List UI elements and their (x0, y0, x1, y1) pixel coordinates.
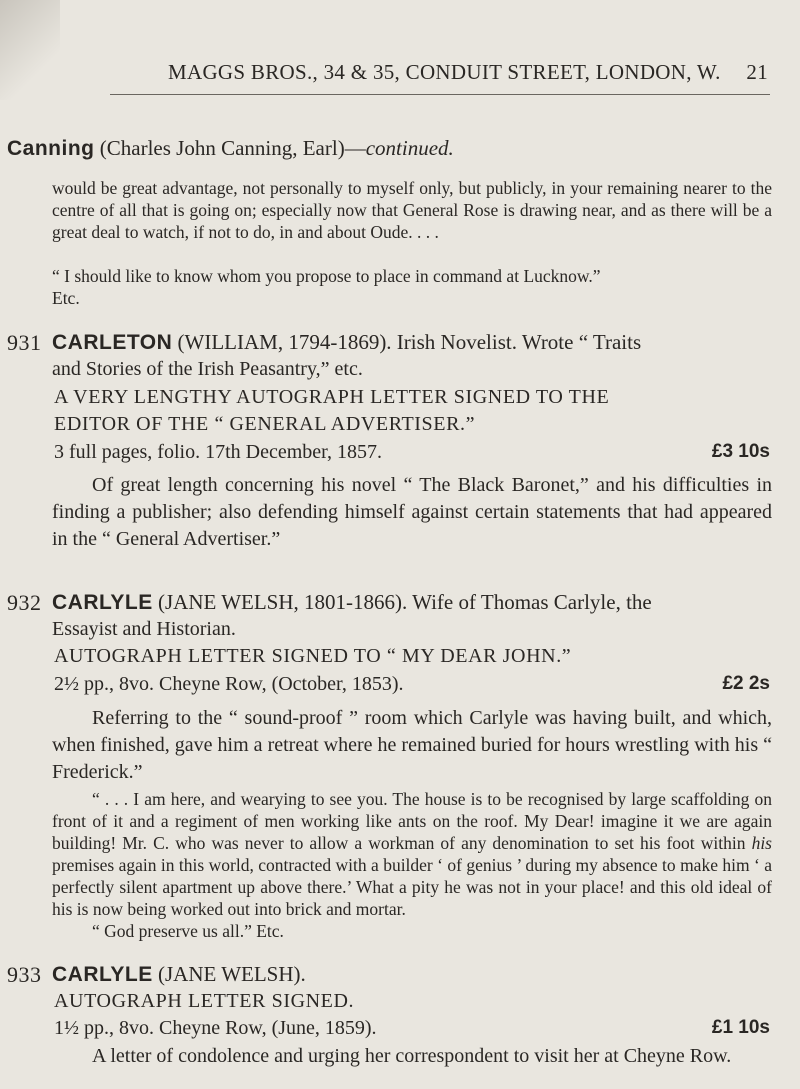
entry-heading (52, 330, 772, 355)
price: £2 2s (722, 673, 770, 694)
price: £1 10s (711, 1017, 770, 1038)
entry-name: Canning (7, 137, 95, 160)
entry-description: A letter of condolence and urging her correspondent to visit her at Cheyne Row. (92, 1045, 732, 1067)
entry-heading-rest: (WILLIAM, 1794-1869). Irish Novelist. Wrote “ Traits (172, 330, 642, 354)
quote-part-1: “ . . . I am here, and wearying to see you. The house is to be recognised by large scaffolding on front of it and a regiment of men working like ants on the roof. My Dear! imagine it we are again building! Mr. C. who was never to allow a workman of any denomination to set his foot within (52, 789, 772, 853)
header-rule (110, 94, 770, 95)
item-details: 3 full pages, folio. 17th December, 1857. (54, 441, 383, 463)
entry-description: Referring to the “ sound-proof ” room which Carlyle was having built, and which, when finished, gave him a retreat where he remained buried for hours wrestling with his “ Frederick.” (52, 707, 772, 783)
etc-label: Etc. (52, 288, 80, 308)
item-title: AUTOGRAPH LETTER SIGNED TO “ MY DEAR JOHN.” (54, 645, 572, 667)
item-details: 1½ pp., 8vo. Cheyne Row, (June, 1859). (54, 1017, 377, 1039)
entry-heading (52, 590, 772, 615)
header-title-rest: 35, CONDUIT STREET, LONDON, W. (367, 60, 721, 84)
entry-name: CARLYLE (52, 963, 153, 986)
quote-part-2: premises again in this world, contracted with a builder ‘ of genius ’ during my absence to make him ‘ a perfectly silent apartment up above there.’ What a pity he was not in your place! and this old ideal of his is now being worked out into brick and mortar. (52, 855, 772, 919)
entry-name: CARLETON (52, 331, 173, 354)
entry-name: CARLYLE (52, 591, 153, 614)
entry-heading-line2: Essayist and Historian. (52, 618, 236, 640)
price: £3 10s (711, 441, 770, 462)
item-title-line2: EDITOR OF THE “ GENERAL ADVERTISER.” (54, 413, 476, 435)
header-ampersand: & (350, 60, 368, 84)
item-details: 2½ pp., 8vo. Cheyne Row, (October, 1853). (54, 673, 404, 695)
lot-number: 933 (7, 962, 42, 987)
quote-closing: “ God preserve us all.” Etc. (92, 921, 284, 941)
entry-description: Of great length concerning his novel “ The Black Baronet,” and his difficulties in finding a publisher; also defending himself against certain statements that had appeared in the “ General Advertiser.” (52, 474, 772, 550)
entry-heading-line2: and Stories of the Irish Peasantry,” etc. (52, 358, 363, 380)
entry-heading-rest: (JANE WELSH, 1801-1866). Wife of Thomas Carlyle, the (152, 590, 652, 614)
quote-emphasis: his (751, 833, 772, 853)
continued-label: continued. (365, 136, 454, 160)
entry-heading (7, 136, 787, 161)
entry-heading-rest: (Charles John Canning, Earl)— (94, 136, 366, 160)
entry-heading-rest: (JANE WELSH). (152, 962, 306, 986)
entry-quote: “ I should like to know whom you propose to place in command at Lucknow.” (52, 266, 601, 286)
entry-paragraph: would be great advantage, not personally to myself only, but publicly, in your remaining nearer to the centre of all that is going on; especially now that General Rose is drawing near, and as there will be a great deal to watch, if not to do, in and about Oude. . . . (52, 178, 772, 242)
page-header (168, 60, 768, 85)
header-title: MAGGS BROS., 34 (168, 60, 351, 84)
lot-number: 931 (7, 330, 42, 355)
page-number: 21 (746, 60, 768, 84)
item-title: A VERY LENGTHY AUTOGRAPH LETTER SIGNED TO THE (54, 386, 610, 408)
item-title: AUTOGRAPH LETTER SIGNED. (54, 990, 355, 1012)
page-edge-shadow (0, 0, 60, 100)
entry-quote (52, 788, 772, 920)
lot-number: 932 (7, 590, 42, 615)
entry-heading (52, 962, 772, 987)
